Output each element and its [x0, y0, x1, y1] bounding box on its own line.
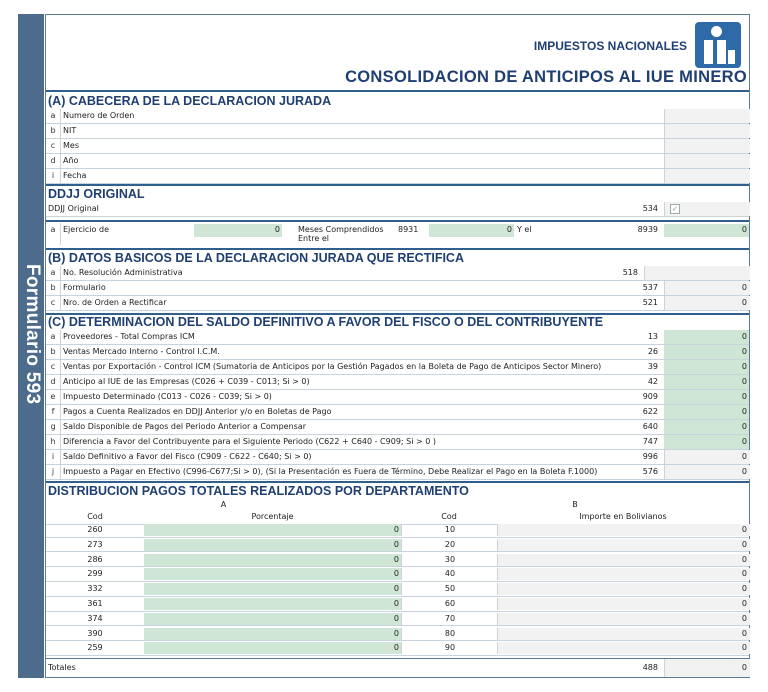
section-b-row: [46, 266, 749, 281]
distribution-row: [46, 583, 749, 597]
porcentaje-input[interactable]: 0: [393, 525, 399, 534]
row-letter: i: [51, 452, 55, 461]
form-number-sidebar: [18, 14, 44, 678]
distribution-row: [46, 598, 749, 612]
ejercicio-label: Ejercicio de: [63, 225, 109, 234]
section-c-input[interactable]: 0: [741, 422, 747, 431]
row-code: 26: [647, 347, 658, 356]
form-number-label: Formulario 593: [22, 264, 43, 405]
ddjj-code: 534: [642, 204, 658, 213]
section-b-heading: (B) DATOS BASICOS DE LA DECLARACION JURADA QUE RECTIFICA: [48, 251, 464, 265]
section-c-row: [46, 330, 749, 345]
form-593: [45, 14, 750, 678]
row-letter: g: [50, 422, 56, 431]
row-label: Formulario: [63, 283, 106, 292]
porcentaje-input[interactable]: 0: [393, 628, 399, 638]
row-code: 640: [642, 422, 658, 431]
ddjj-original-row: [46, 202, 749, 217]
row-label: Fecha: [63, 171, 87, 180]
divider: [46, 481, 749, 483]
row-letter: f: [51, 407, 55, 416]
cod-b-cell: 20: [401, 539, 498, 551]
row-letter: a: [50, 111, 56, 120]
porcentaje-input[interactable]: 0: [393, 554, 399, 564]
section-c-heading: (C) DETERMINACION DEL SALDO DEFINITIVO A FAVOR DEL FISCO O DEL CONTRIBUYENTE: [48, 315, 604, 329]
importe-input[interactable]: 0: [741, 628, 747, 638]
section-c-input: 0: [741, 467, 747, 476]
section-a-row: [46, 154, 749, 169]
meses-input[interactable]: 0: [506, 225, 512, 234]
row-label: Numero de Orden: [63, 111, 135, 120]
divider: [46, 184, 749, 186]
cod-b-cell: 30: [401, 554, 498, 566]
cod-a-cell: 260: [87, 525, 103, 534]
row-letter: i: [51, 171, 55, 180]
importe-input[interactable]: 0: [741, 539, 747, 549]
section-a-heading: (A) CABECERA DE LA DECLARACION JURADA: [48, 94, 332, 108]
row-label: Nro. de Orden a Rectificar: [63, 298, 167, 307]
porcentaje-input[interactable]: 0: [393, 613, 399, 623]
section-c-input[interactable]: 0: [741, 332, 747, 341]
cod-a-cell: 374: [87, 613, 103, 623]
distribution-row: [46, 642, 749, 656]
row-code: 909: [642, 392, 658, 401]
totales-label: Totales: [48, 663, 76, 672]
row-label: Saldo Definitivo a Favor del Fisco (C909 - C622 - C640; Si > 0): [63, 452, 312, 461]
section-c-row: [46, 360, 749, 375]
porcentaje-input[interactable]: 0: [393, 539, 399, 549]
col-b-header: B: [572, 500, 578, 509]
distribution-heading: DISTRIBUCION PAGOS TOTALES REALIZADOS POR DEPARTAMENTO: [48, 484, 469, 498]
section-b-row: [46, 296, 749, 311]
row-letter: j: [51, 467, 55, 476]
row-code: 576: [642, 467, 658, 476]
row-label: Mes: [63, 141, 79, 150]
cod-a-cell: 273: [87, 539, 103, 549]
ddjj-original-label: DDJJ Original: [48, 204, 99, 213]
row-code: 622: [642, 407, 658, 416]
distribution-row: [46, 554, 749, 568]
section-c-input[interactable]: 0: [741, 347, 747, 356]
row-code: 13: [647, 332, 658, 341]
brand-name: IMPUESTOS NACIONALES: [533, 39, 687, 53]
divider: [46, 248, 749, 250]
row-letter: b: [50, 283, 56, 292]
cod-b-cell: 60: [401, 598, 498, 610]
cod-a-cell: 390: [87, 628, 103, 638]
ejercicio-input[interactable]: 0: [274, 225, 280, 234]
row-label: Proveedores - Total Compras ICM: [63, 332, 195, 341]
cod-b-cell: 80: [401, 628, 498, 640]
importe-input[interactable]: 0: [741, 525, 747, 534]
row-label: Saldo Disponible de Pagos del Periodo Anterior a Compensar: [63, 422, 307, 431]
section-c-row: [46, 450, 749, 465]
section-c-row: [46, 435, 749, 450]
porcentaje-input[interactable]: 0: [393, 643, 399, 653]
section-b-input[interactable]: 0: [741, 283, 747, 292]
cod-b-cell: 10: [401, 524, 498, 536]
cod-a-cell: 361: [87, 599, 103, 608]
row-letter: c: [50, 298, 56, 307]
cod-b-cell: 40: [401, 568, 498, 580]
section-a-input[interactable]: [664, 124, 750, 138]
section-a-row: [46, 109, 749, 124]
porcentaje-input[interactable]: 0: [393, 599, 399, 608]
divider: [46, 220, 749, 222]
totales-value: 0: [741, 663, 747, 672]
cod-a-cell: 286: [87, 554, 103, 564]
cod-b-cell: 50: [401, 583, 498, 595]
section-c-input: 0: [741, 452, 747, 461]
ddjj-original-checkbox[interactable]: ✓: [670, 204, 680, 214]
row-label: Ventas por Exportación - Control ICM (Sumatoria de Anticipos por la Gestión Pagados en la Boleta de Pago de Anticipos Sector Minero): [63, 362, 602, 371]
section-b-row: [46, 281, 749, 296]
ejercicio-row: [46, 223, 749, 245]
cod-a-cell: 332: [87, 584, 103, 594]
section-c-row: [46, 345, 749, 360]
row-letter: a: [50, 332, 56, 341]
meses-label: Meses Comprendidos Entre el: [298, 225, 384, 243]
importe-input[interactable]: 0: [741, 613, 747, 623]
section-c-input[interactable]: 0: [741, 437, 747, 446]
importe-input[interactable]: 0: [741, 569, 747, 579]
impuestos-logo-icon: [695, 22, 741, 68]
cod-a-cell: 299: [87, 569, 103, 579]
row-label: Pagos a Cuenta Realizados en DDJJ Anterior y/o en Boletas de Pago: [63, 407, 332, 416]
porcentaje-input[interactable]: 0: [393, 584, 399, 594]
importe-input[interactable]: 0: [741, 584, 747, 594]
row-code: 537: [642, 283, 658, 292]
distribution-header-row: [46, 511, 749, 525]
row-label: Año: [63, 156, 79, 165]
row-label: No. Resolución Administrativa: [63, 268, 183, 277]
section-c-row: [46, 375, 749, 390]
row-code: 42: [647, 377, 658, 386]
row-letter: d: [50, 156, 56, 165]
section-c-row: [46, 405, 749, 420]
importe-header: Importe en Bolivianos: [579, 512, 667, 521]
row-letter: b: [50, 347, 56, 356]
row-code: 39: [647, 362, 658, 371]
cod-b-cell: 90: [401, 642, 498, 654]
row-label: Impuesto a Pagar en Efectivo (C996-C677;Si > 0), (Si la Presentación es Fuera de Término, Debe Realizar el Pago en la Boleta F.1000): [63, 467, 598, 476]
yel-input[interactable]: 0: [741, 225, 747, 234]
section-c-input[interactable]: 0: [741, 407, 747, 416]
yel-code: 8939: [637, 225, 658, 234]
cod-a-header: Cod: [87, 512, 103, 521]
row-code: 518: [622, 268, 638, 277]
row-label: NIT: [63, 126, 77, 135]
section-a-row: [46, 169, 749, 184]
row-letter: a: [50, 225, 56, 234]
cod-a-cell: 259: [87, 643, 103, 653]
row-label: Ventas Mercado Interno - Control I.C.M.: [63, 347, 220, 356]
section-a-input[interactable]: [664, 139, 750, 153]
section-c-input[interactable]: 0: [741, 392, 747, 401]
porcentaje-header: Porcentaje: [251, 512, 294, 521]
distribution-row: [46, 628, 749, 642]
section-a-input[interactable]: [664, 169, 750, 183]
section-a-input[interactable]: [664, 154, 750, 168]
row-label: Impuesto Determinado (C013 - C026 - C039; Si > 0): [63, 392, 272, 401]
col-a-header: A: [220, 500, 227, 509]
section-c-row: [46, 465, 749, 480]
cod-b-cell: 70: [401, 613, 498, 625]
section-a-row: [46, 139, 749, 154]
row-label: Diferencia a Favor del Contribuyente para el Siguiente Periodo (C622 + C640 - C909; Si > 0 ): [63, 437, 436, 446]
importe-input[interactable]: 0: [741, 643, 747, 653]
importe-input[interactable]: 0: [741, 599, 747, 608]
section-c-input[interactable]: 0: [741, 362, 747, 371]
row-code: 521: [642, 298, 658, 307]
section-b-input[interactable]: [644, 266, 750, 280]
yel-label: Y el: [517, 225, 532, 234]
row-letter: c: [50, 141, 56, 150]
ddjj-heading: DDJJ ORIGINAL: [48, 187, 145, 201]
row-code: 747: [642, 437, 658, 446]
meses-code: 8931: [398, 225, 419, 234]
section-b-input[interactable]: 0: [741, 298, 747, 307]
row-letter: h: [50, 437, 56, 446]
distribution-row: [46, 613, 749, 627]
row-letter: d: [50, 377, 56, 386]
section-a-row: [46, 124, 749, 139]
porcentaje-input[interactable]: 0: [393, 569, 399, 579]
row-letter: c: [50, 362, 56, 371]
section-c-row: [46, 420, 749, 435]
row-letter: b: [50, 126, 56, 135]
section-c-row: [46, 390, 749, 405]
row-letter: a: [50, 268, 56, 277]
section-c-input[interactable]: 0: [741, 377, 747, 386]
distribution-row: [46, 524, 749, 538]
cod-b-header: Cod: [441, 512, 457, 521]
row-letter: e: [50, 392, 56, 401]
row-code: 996: [642, 452, 658, 461]
divider: [46, 90, 749, 92]
section-a-input[interactable]: [664, 109, 750, 123]
importe-input[interactable]: 0: [741, 554, 747, 564]
totales-code: 488: [642, 663, 658, 672]
distribution-row: [46, 568, 749, 582]
form-title: CONSOLIDACION DE ANTICIPOS AL IUE MINERO: [345, 68, 747, 86]
distribution-row: [46, 539, 749, 553]
row-label: Anticipo al IUE de las Empresas (C026 + C039 - C013; Si > 0): [63, 377, 310, 386]
totales-row: [46, 658, 749, 677]
